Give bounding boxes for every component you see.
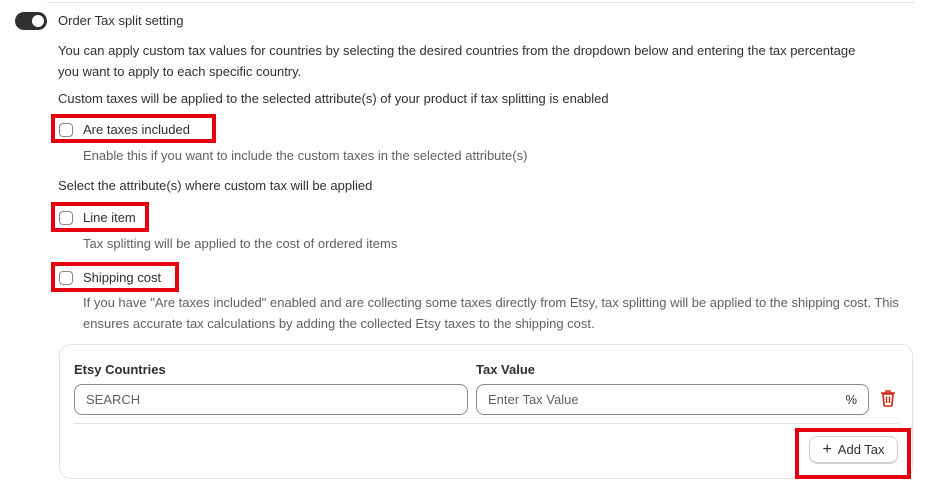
percent-suffix: % (845, 392, 857, 407)
add-tax-label: Add Tax (837, 442, 885, 457)
tax-value-placeholder: Enter Tax Value (488, 392, 579, 407)
shipping-cost-help: If you have "Are taxes included" enabled and are collecting some taxes directly from Etsy, tax splitting will be applied to the shipping cost. This ensures accurate tax calculations by adding the collected Etsy taxes to the shipping cost. (83, 295, 899, 331)
top-divider (47, 2, 914, 3)
line-item-label: Line item (83, 210, 136, 225)
section-description: You can apply custom tax values for countries by selecting the desired countries from the dropdown below and entering the tax percentage you want to apply to each specific country. (58, 43, 856, 79)
line-item-help: Tax splitting will be applied to the cost of ordered items (83, 236, 398, 251)
tax-value-input[interactable] (476, 384, 869, 415)
trash-icon[interactable] (880, 389, 896, 407)
toggle-knob (32, 15, 44, 27)
tax-value-header: Tax Value (476, 362, 536, 377)
shipping-cost-label: Shipping cost (83, 270, 162, 285)
highlight-box (51, 262, 179, 292)
taxes-included-help: Enable this if you want to include the custom taxes in the selected attribute(s) (83, 148, 528, 163)
card-divider (74, 423, 899, 424)
countries-placeholder: SEARCH (86, 392, 141, 407)
section-title: Order Tax split setting (58, 13, 184, 28)
taxes-included-label: Are taxes included (83, 122, 190, 137)
highlight-box (795, 428, 911, 479)
countries-search-input[interactable] (74, 384, 468, 415)
custom-taxes-note: Custom taxes will be applied to the selected attribute(s) of your product if tax splitting is enabled (58, 91, 609, 106)
plus-icon: + (822, 440, 832, 458)
highlight-box (51, 114, 216, 143)
highlight-box (51, 202, 149, 232)
countries-header: Etsy Countries (74, 362, 166, 377)
attributes-heading: Select the attribute(s) where custom tax will be applied (58, 178, 373, 193)
tax-split-toggle[interactable] (15, 12, 47, 30)
